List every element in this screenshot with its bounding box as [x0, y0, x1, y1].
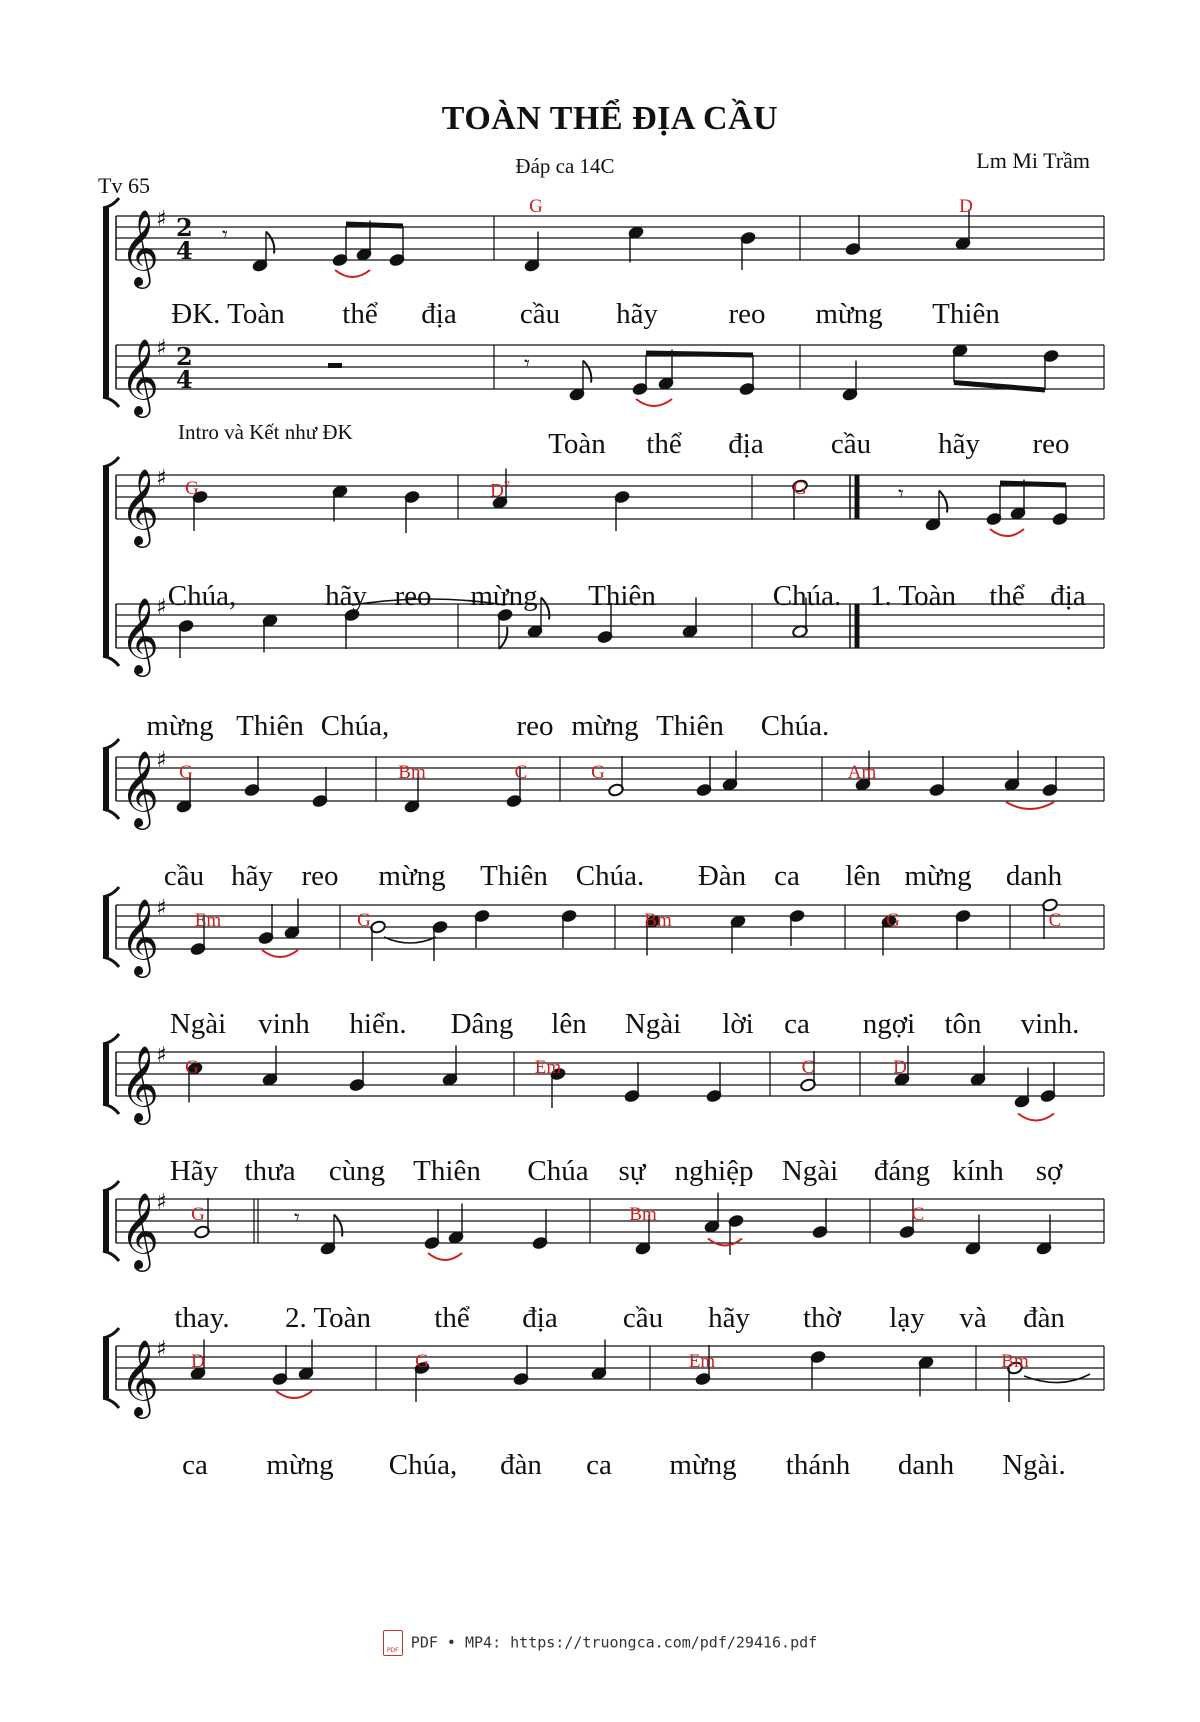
- lyric: hãy: [231, 860, 273, 892]
- lyric: địa: [1050, 580, 1086, 612]
- key-sharp: ♯: [156, 466, 167, 491]
- lyric: danh: [1005, 860, 1063, 892]
- chord: C: [911, 1204, 925, 1225]
- lyric: đàn: [1023, 1302, 1065, 1334]
- bracket-hook: [103, 809, 119, 819]
- lyric: mừng: [815, 298, 883, 330]
- bracket-hook: [103, 198, 119, 208]
- lyric: hãy: [616, 298, 658, 330]
- lyric: thánh: [785, 1449, 851, 1481]
- song-title: TOÀN THỂ ĐỊA CẦU: [441, 100, 779, 137]
- treble-clef: 𝄞: [120, 750, 160, 827]
- lyric: đàn: [500, 1449, 542, 1481]
- lyric: Chúa,: [320, 710, 390, 742]
- lyric: Chúa.: [772, 580, 842, 612]
- chord: G: [529, 196, 543, 217]
- eighth-rest: 𝄾: [898, 482, 904, 507]
- lyric: thể: [646, 428, 682, 460]
- slur: [276, 1391, 312, 1398]
- bracket-hook: [103, 1328, 119, 1338]
- treble-clef: 𝄞: [120, 1339, 160, 1416]
- lyric: và: [959, 1302, 987, 1334]
- lyric: ca: [586, 1449, 612, 1481]
- lyric: Thiên: [588, 580, 656, 612]
- chord: G: [415, 1351, 429, 1372]
- chord: G: [886, 910, 900, 931]
- psalm-ref: Tv 65: [98, 173, 150, 198]
- slur: [335, 270, 370, 277]
- tie: [1024, 1374, 1090, 1383]
- bracket-hook: [103, 397, 119, 407]
- lyric: sợ: [1035, 1155, 1063, 1187]
- lyric: reo: [728, 298, 766, 330]
- lyric: Ngài.: [1002, 1449, 1066, 1481]
- lyric: mừng: [470, 580, 538, 612]
- bracket-hook: [103, 1398, 119, 1408]
- bracket-hook: [103, 739, 119, 749]
- chord: Bm: [1001, 1351, 1029, 1372]
- lyric: cầu: [830, 428, 872, 460]
- lyric: Dâng: [450, 1008, 514, 1040]
- lyric: thể: [989, 580, 1025, 612]
- eighth-rest: 𝄾: [294, 1206, 300, 1231]
- lyric: mừng: [266, 1449, 334, 1481]
- chord: Am: [847, 762, 877, 783]
- chord: C: [514, 762, 528, 783]
- lyric: cầu: [163, 860, 205, 892]
- treble-clef: 𝄞: [120, 468, 160, 545]
- bracket-hook: [103, 957, 119, 967]
- lyric: Chúa.: [760, 710, 830, 742]
- key-sharp: ♯: [156, 1043, 167, 1068]
- lyric: lời: [722, 1008, 754, 1040]
- lyric: cầu: [519, 298, 561, 330]
- bracket-hook: [103, 656, 119, 666]
- lyric: danh: [897, 1449, 955, 1481]
- chord: Em: [534, 1057, 562, 1078]
- note-flag: [583, 361, 591, 383]
- treble-clef: 𝄞: [120, 597, 160, 674]
- lyric: thể: [434, 1302, 470, 1334]
- lyric: Chúa: [527, 1155, 589, 1187]
- lyric: cùng: [328, 1155, 386, 1187]
- performance-note: Intro và Kết như ĐK: [178, 420, 353, 444]
- lyric: Thiên: [656, 710, 724, 742]
- lyric: lạy: [889, 1302, 925, 1334]
- key-sharp: ♯: [156, 1337, 167, 1362]
- lyric: Ngài: [624, 1008, 682, 1040]
- lyric: tôn: [944, 1008, 982, 1040]
- lyric: Thiên: [236, 710, 304, 742]
- lyric: địa: [728, 428, 764, 460]
- chord: C: [1048, 910, 1062, 931]
- note-flag: [334, 1215, 342, 1237]
- lyric: Thiên: [480, 860, 548, 892]
- chord: G: [191, 1204, 205, 1225]
- slur: [708, 1239, 742, 1246]
- pdf-icon: [383, 1630, 403, 1656]
- lyric: Ngài: [169, 1008, 227, 1040]
- chord: G: [591, 762, 605, 783]
- lyric: Thiên: [932, 298, 1000, 330]
- lyric: reo: [301, 860, 339, 892]
- lyric: ca: [784, 1008, 810, 1040]
- lyric: 1. Toàn: [869, 580, 957, 612]
- chord: G: [185, 478, 199, 499]
- composer: Lm Mi Trầm: [976, 148, 1090, 173]
- lyric: lên: [551, 1008, 587, 1040]
- lyric: thay.: [174, 1302, 230, 1334]
- chord: D: [893, 1057, 907, 1078]
- lyric: Chúa,: [388, 1449, 458, 1481]
- lyric: reo: [394, 580, 432, 612]
- chord: D: [191, 1351, 205, 1372]
- slur: [262, 950, 298, 957]
- lyric: ca: [182, 1449, 208, 1481]
- chord: D: [959, 196, 973, 217]
- lyric: Đàn: [697, 860, 747, 892]
- treble-clef: 𝄞: [120, 898, 160, 975]
- lyric: sự: [618, 1155, 646, 1187]
- note-flag: [541, 598, 549, 620]
- eighth-rest: 𝄾: [524, 352, 530, 377]
- slur: [428, 1253, 462, 1260]
- key-sharp: ♯: [156, 1190, 167, 1215]
- lyric: hãy: [708, 1302, 750, 1334]
- footer: [0, 1630, 1200, 1656]
- lyric: thờ: [803, 1302, 841, 1334]
- bracket-hook: [103, 1034, 119, 1044]
- chord: G: [793, 478, 807, 499]
- lyric: thưa: [244, 1155, 296, 1187]
- lyric: Toàn: [548, 428, 606, 460]
- slur: [1006, 802, 1054, 809]
- key-sharp: ♯: [156, 336, 167, 361]
- key-sharp: ♯: [156, 748, 167, 773]
- key-sharp: ♯: [156, 207, 167, 232]
- lyric: vinh: [258, 1008, 310, 1040]
- chord: G: [357, 910, 371, 931]
- lyric: mừng: [904, 860, 972, 892]
- chord: Em: [194, 910, 222, 931]
- key-sharp: ♯: [156, 896, 167, 921]
- lyric: reo: [516, 710, 554, 742]
- time-sig-top: 2: [176, 213, 193, 242]
- lyric: địa: [522, 1302, 558, 1334]
- treble-clef: 𝄞: [120, 1045, 160, 1122]
- slur: [636, 399, 672, 406]
- chord: C: [801, 1057, 815, 1078]
- lyric: ngợi: [862, 1008, 916, 1040]
- note-flag: [266, 232, 274, 254]
- chord: Bm: [629, 1204, 657, 1225]
- note-beam: [646, 353, 753, 355]
- lyric: lên: [845, 860, 881, 892]
- lyric: cầu: [622, 1302, 664, 1334]
- lyric: Hãy: [169, 1155, 219, 1187]
- lyric: ĐK. Toàn: [171, 298, 285, 330]
- eighth-rest: 𝄾: [222, 223, 228, 248]
- slur: [1018, 1114, 1054, 1121]
- bracket-hook: [103, 887, 119, 897]
- key-sharp: ♯: [156, 595, 167, 620]
- lyric: hãy: [938, 428, 980, 460]
- chord: Em: [688, 1351, 716, 1372]
- treble-clef: 𝄞: [120, 338, 160, 415]
- slur: [990, 529, 1024, 536]
- chord: Bm: [644, 910, 672, 931]
- time-sig-bottom: 4: [176, 236, 193, 265]
- lyric: kính: [952, 1155, 1004, 1187]
- half-rest: [328, 363, 342, 368]
- bracket-hook: [103, 457, 119, 467]
- note-flag: [499, 627, 507, 649]
- lyric: mừng: [378, 860, 446, 892]
- lyric: hãy: [325, 580, 367, 612]
- note-beam: [346, 224, 403, 226]
- lyric: mừng: [571, 710, 639, 742]
- lyric: Thiên: [413, 1155, 481, 1187]
- note-flag: [939, 491, 947, 513]
- treble-clef: 𝄞: [120, 1192, 160, 1269]
- note-beam: [1000, 483, 1066, 485]
- time-sig-bottom: 4: [176, 365, 193, 394]
- lyric: reo: [1032, 428, 1070, 460]
- lyric: Chúa.: [575, 860, 645, 892]
- lyric: thể: [342, 298, 378, 330]
- lyric: địa: [421, 298, 457, 330]
- lyric: hiển.: [349, 1008, 407, 1040]
- chord: $D^7$: [490, 478, 510, 502]
- lyric: Ngài: [781, 1155, 839, 1187]
- bracket-hook: [103, 1181, 119, 1191]
- bracket-hook: [103, 1104, 119, 1114]
- lyric: 2. Toàn: [284, 1302, 372, 1334]
- lyric: đáng: [873, 1155, 931, 1187]
- footer-link[interactable]: PDF • MP4: https://truongca.com/pdf/29416.pdf: [410, 1633, 818, 1652]
- chord: Bm: [398, 762, 426, 783]
- lyric: mừng: [146, 710, 214, 742]
- lyric: vinh.: [1020, 1008, 1080, 1040]
- lyric: nghiệp: [674, 1155, 754, 1187]
- treble-clef: 𝄞: [120, 209, 160, 286]
- lyric: ca: [774, 860, 800, 892]
- bracket-hook: [103, 1251, 119, 1261]
- song-subtitle: Đáp ca 14C: [515, 154, 615, 178]
- lyric: mừng: [669, 1449, 737, 1481]
- time-sig-top: 2: [176, 342, 193, 371]
- chord: G: [179, 762, 193, 783]
- chord: G: [185, 1057, 199, 1078]
- lyric: Chúa,: [167, 580, 237, 612]
